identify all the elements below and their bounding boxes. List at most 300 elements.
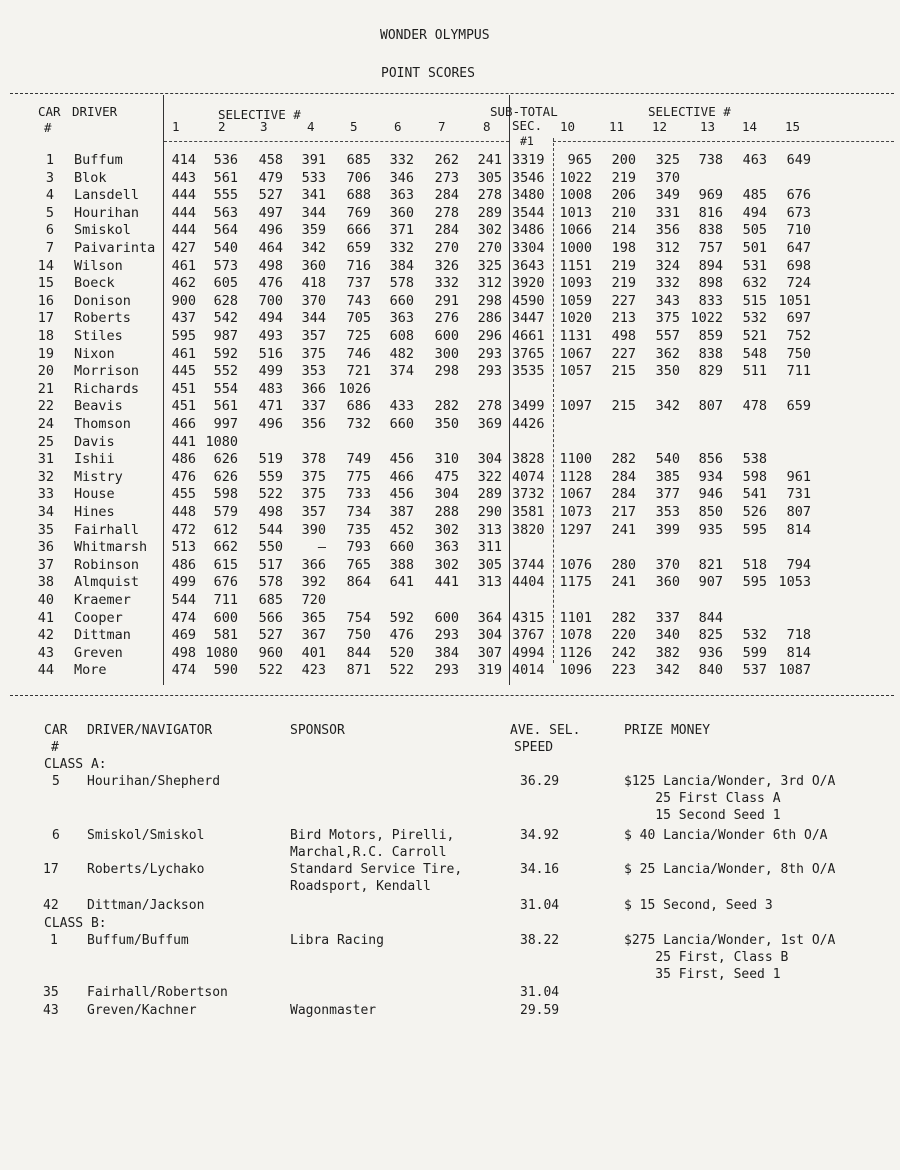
score-cell: 987 xyxy=(213,328,238,344)
score-cell: 357 xyxy=(301,328,326,344)
score-cell: 293 xyxy=(477,363,502,380)
score-cell: 816 xyxy=(698,204,723,221)
score-cell: 660 xyxy=(389,292,414,309)
car-number: 14 xyxy=(37,257,54,274)
score-cell: 969 xyxy=(698,187,723,204)
column-header: 11 xyxy=(609,119,625,134)
score-cell: 456 xyxy=(389,451,414,468)
driver-name: Blok xyxy=(74,169,107,186)
score-cell: 807 xyxy=(786,504,811,520)
score-cell: 302 xyxy=(477,222,502,239)
car-number: 21 xyxy=(37,380,54,397)
score-cell: 324 xyxy=(655,257,680,274)
score-cell: 280 xyxy=(611,556,636,573)
score-cell: 541 xyxy=(742,486,767,503)
score-cell: 353 xyxy=(301,363,326,380)
score-cell: 907 xyxy=(698,574,723,591)
score-cell: 441 xyxy=(171,433,196,450)
driver-name: More xyxy=(74,662,107,679)
driver-name: Richards xyxy=(74,380,140,397)
score-cell: 346 xyxy=(389,169,414,186)
score-cell: 1097 xyxy=(559,398,592,415)
score-cell: 486 xyxy=(171,451,196,468)
subtotal-cell: 4590 xyxy=(512,292,545,309)
column-header: 15 xyxy=(785,119,801,134)
score-cell: 332 xyxy=(655,275,680,292)
car-number: 24 xyxy=(37,416,54,432)
score-cell: 554 xyxy=(213,380,238,397)
subtotal-cell: 3319 xyxy=(512,152,545,168)
score-cell: 537 xyxy=(742,662,767,679)
prize-driver: Buffum/Buffum xyxy=(87,933,189,948)
score-cell: 371 xyxy=(389,222,414,239)
subtotal-cell: 3765 xyxy=(512,345,545,362)
score-cell: 578 xyxy=(389,275,414,292)
prize-car-number: 35 xyxy=(43,985,59,1000)
score-cell: 1080 xyxy=(205,644,238,661)
score-cell: 284 xyxy=(434,222,459,239)
score-cell: 370 xyxy=(655,556,680,573)
score-cell: 517 xyxy=(258,556,283,573)
driver-name: Ishii xyxy=(74,451,115,468)
score-cell: 486 xyxy=(171,556,196,573)
score-cell: 326 xyxy=(434,257,459,274)
score-cell: 382 xyxy=(655,644,680,661)
score-cell: 1080 xyxy=(205,433,238,450)
score-cell: 555 xyxy=(213,187,238,204)
prize-money-line: 35 First, Seed 1 xyxy=(624,967,781,982)
score-cell: 302 xyxy=(434,521,459,538)
score-cell: 332 xyxy=(434,275,459,292)
prize-driver: Dittman/Jackson xyxy=(87,898,205,913)
prize-sponsor: Marchal,R.C. Carroll xyxy=(290,845,447,860)
score-cell: 900 xyxy=(171,292,196,309)
score-cell: 496 xyxy=(258,416,283,432)
score-cell: 385 xyxy=(655,468,680,485)
prize-money-line: $ 40 Lancia/Wonder 6th O/A xyxy=(624,828,828,843)
score-cell: 676 xyxy=(213,574,238,591)
score-cell: 479 xyxy=(258,169,283,186)
driver-header: DRIVER xyxy=(72,104,118,119)
car-number: 15 xyxy=(37,275,54,292)
driver-name: Beavis xyxy=(74,398,123,415)
score-cell: 632 xyxy=(742,275,767,292)
score-cell: 469 xyxy=(171,627,196,644)
score-cell: 1026 xyxy=(338,380,371,397)
score-cell: 312 xyxy=(655,240,680,256)
score-cell: 360 xyxy=(301,257,326,274)
driver-name: Cooper xyxy=(74,609,123,626)
score-cell: 444 xyxy=(171,187,196,204)
score-cell: 936 xyxy=(698,644,723,661)
page-subtitle: POINT SCORES xyxy=(381,66,475,81)
score-cell: 960 xyxy=(258,644,283,661)
prize-driver: Hourihan/Shepherd xyxy=(87,774,221,789)
score-cell: 612 xyxy=(213,521,238,538)
score-cell: 241 xyxy=(611,574,636,591)
score-cell: 600 xyxy=(434,328,459,344)
driver-name: Boeck xyxy=(74,275,115,292)
score-cell: 563 xyxy=(213,204,238,221)
score-cell: 1078 xyxy=(559,627,592,644)
score-cell: 282 xyxy=(434,398,459,415)
car-number: 35 xyxy=(37,521,54,538)
score-cell: 765 xyxy=(346,556,371,573)
subtotal-cell: 4426 xyxy=(512,416,545,432)
score-cell: 532 xyxy=(742,627,767,644)
score-cell: 844 xyxy=(698,609,723,626)
score-cell: 220 xyxy=(611,627,636,644)
driver-name: Morrison xyxy=(74,363,140,380)
score-cell: 387 xyxy=(389,504,414,520)
score-cell: 241 xyxy=(611,521,636,538)
score-cell: 418 xyxy=(301,275,326,292)
score-cell: 749 xyxy=(346,451,371,468)
score-cell: 1096 xyxy=(559,662,592,679)
score-cell: 769 xyxy=(346,204,371,221)
score-cell: 579 xyxy=(213,504,238,520)
score-cell: 304 xyxy=(477,627,502,644)
score-cell: 676 xyxy=(786,187,811,204)
driver-name: Kraemer xyxy=(74,592,131,608)
prize-car-number: 43 xyxy=(43,1003,59,1018)
score-cell: 1067 xyxy=(559,486,592,503)
subtotal-cell: 3544 xyxy=(512,204,545,221)
driver-name: Stiles xyxy=(74,328,123,344)
score-cell: 378 xyxy=(301,451,326,468)
prize-money-line: $275 Lancia/Wonder, 1st O/A xyxy=(624,933,836,948)
prize-speed: 38.22 xyxy=(520,933,560,948)
score-cell: 305 xyxy=(477,169,502,186)
score-cell: 496 xyxy=(258,222,283,239)
score-cell: 1087 xyxy=(778,662,811,679)
score-cell: 527 xyxy=(258,627,283,644)
score-cell: 1022 xyxy=(690,310,723,327)
score-cell: 522 xyxy=(258,662,283,679)
score-cell: 754 xyxy=(346,609,371,626)
subtotal-cell: 4661 xyxy=(512,328,545,344)
score-cell: 1076 xyxy=(559,556,592,573)
score-cell: 278 xyxy=(434,204,459,221)
score-cell: 840 xyxy=(698,662,723,679)
score-cell: 475 xyxy=(434,468,459,485)
score-cell: 750 xyxy=(346,627,371,644)
score-cell: 200 xyxy=(611,152,636,168)
column-header: 1 xyxy=(172,119,180,134)
prize-speed: 34.16 xyxy=(520,862,560,877)
prize-sponsor: Roadsport, Kendall xyxy=(290,879,431,894)
score-cell: 557 xyxy=(655,328,680,344)
score-cell: 564 xyxy=(213,222,238,239)
car-number: 40 xyxy=(37,592,54,608)
score-cell: 443 xyxy=(171,169,196,186)
score-cell: 859 xyxy=(698,328,723,344)
score-cell: 794 xyxy=(786,556,811,573)
prize-driver: Greven/Kachner xyxy=(87,1003,197,1018)
score-cell: 540 xyxy=(213,240,238,256)
score-cell: 444 xyxy=(171,204,196,221)
score-cell: 807 xyxy=(698,398,723,415)
score-cell: 365 xyxy=(301,609,326,626)
score-cell: 284 xyxy=(434,187,459,204)
score-cell: 304 xyxy=(477,451,502,468)
score-cell: 935 xyxy=(698,521,723,538)
car-number: 32 xyxy=(37,468,54,485)
score-cell: 219 xyxy=(611,275,636,292)
score-cell: 686 xyxy=(346,398,371,415)
score-cell: 519 xyxy=(258,451,283,468)
score-cell: 384 xyxy=(389,257,414,274)
car-number: 20 xyxy=(37,363,54,380)
subtotal-sec: SEC. xyxy=(512,118,543,133)
subtotal-cell: 3546 xyxy=(512,169,545,186)
score-cell: 1151 xyxy=(559,257,592,274)
score-cell: 215 xyxy=(611,363,636,380)
score-cell: 445 xyxy=(171,363,196,380)
score-cell: 219 xyxy=(611,169,636,186)
prize-speed-header: AVE. SEL. xyxy=(510,723,581,738)
score-cell: 391 xyxy=(301,152,326,168)
score-cell: 427 xyxy=(171,240,196,256)
score-cell: 706 xyxy=(346,169,371,186)
car-number: 7 xyxy=(45,240,54,256)
subtotal-cell: 3744 xyxy=(512,556,545,573)
score-cell: 673 xyxy=(786,204,811,221)
prize-driver: Roberts/Lychako xyxy=(87,862,205,877)
score-cell: 590 xyxy=(213,662,238,679)
score-cell: 711 xyxy=(786,363,811,380)
score-cell: 821 xyxy=(698,556,723,573)
prize-sponsor: Bird Motors, Pirelli, xyxy=(290,828,455,843)
score-cell: 1101 xyxy=(559,609,592,626)
score-cell: 838 xyxy=(698,345,723,362)
score-cell: 1073 xyxy=(559,504,592,520)
score-cell: 685 xyxy=(258,592,283,608)
score-cell: 498 xyxy=(258,504,283,520)
score-cell: 458 xyxy=(258,152,283,168)
score-cell: 750 xyxy=(786,345,811,362)
score-cell: 366 xyxy=(301,380,326,397)
score-cell: 312 xyxy=(477,275,502,292)
car-number: 43 xyxy=(37,644,54,661)
subtotal-cell: 3480 xyxy=(512,187,545,204)
subtotal-cell: 3828 xyxy=(512,451,545,468)
score-cell: 615 xyxy=(213,556,238,573)
score-cell: 322 xyxy=(477,468,502,485)
score-cell: 752 xyxy=(786,328,811,344)
score-cell: 946 xyxy=(698,486,723,503)
score-cell: 342 xyxy=(301,240,326,256)
page-title: WONDER OLYMPUS xyxy=(380,28,490,43)
score-cell: 206 xyxy=(611,187,636,204)
score-cell: 370 xyxy=(301,292,326,309)
prize-sponsor: Wagonmaster xyxy=(290,1003,377,1018)
score-cell: 302 xyxy=(434,556,459,573)
prize-car-number: 17 xyxy=(43,862,59,877)
score-cell: 718 xyxy=(786,627,811,644)
column-header: 6 xyxy=(394,119,402,134)
score-cell: 363 xyxy=(389,310,414,327)
score-cell: 725 xyxy=(346,328,371,344)
score-cell: 476 xyxy=(171,468,196,485)
car-mark: # xyxy=(44,120,52,135)
score-cell: 738 xyxy=(698,152,723,168)
score-cell: 363 xyxy=(434,539,459,556)
score-cell: 536 xyxy=(213,152,238,168)
score-cell: 538 xyxy=(742,451,767,468)
score-cell: 516 xyxy=(258,345,283,362)
column-header: 4 xyxy=(307,119,315,134)
score-cell: 215 xyxy=(611,398,636,415)
column-header: 8 xyxy=(483,119,491,134)
score-cell: 735 xyxy=(346,521,371,538)
subtotal-cell: 3581 xyxy=(512,504,545,520)
score-cell: 733 xyxy=(346,486,371,503)
subtotal-cell: 3732 xyxy=(512,486,545,503)
driver-name: House xyxy=(74,486,115,503)
subtotal-cell: 4994 xyxy=(512,644,545,661)
score-cell: 660 xyxy=(389,539,414,556)
score-cell: 598 xyxy=(742,468,767,485)
score-cell: 965 xyxy=(567,152,592,168)
column-header: 14 xyxy=(742,119,758,134)
car-number: 17 xyxy=(37,310,54,327)
score-cell: 390 xyxy=(301,521,326,538)
subtotal-cell: 3643 xyxy=(512,257,545,274)
subtotal-cell: 3920 xyxy=(512,275,545,292)
score-cell: 1128 xyxy=(559,468,592,485)
score-cell: 374 xyxy=(389,363,414,380)
score-cell: 293 xyxy=(477,345,502,362)
score-cell: 844 xyxy=(346,644,371,661)
score-cell: 599 xyxy=(742,644,767,661)
score-cell: 300 xyxy=(434,345,459,362)
score-cell: 227 xyxy=(611,292,636,309)
score-cell: 521 xyxy=(742,328,767,344)
score-cell: 223 xyxy=(611,662,636,679)
score-cell: 296 xyxy=(477,328,502,344)
prize-money-line: 25 First, Class B xyxy=(624,950,789,965)
score-cell: 997 xyxy=(213,416,238,432)
score-cell: 573 xyxy=(213,257,238,274)
driver-name: Hourihan xyxy=(74,204,140,221)
column-header: 2 xyxy=(218,119,226,134)
score-cell: 561 xyxy=(213,169,238,186)
car-number: 3 xyxy=(45,169,54,186)
score-cell: 493 xyxy=(258,328,283,344)
subtotal-cell: 3447 xyxy=(512,310,545,327)
score-cell: 284 xyxy=(611,468,636,485)
driver-name: Buffum xyxy=(74,152,123,168)
prize-money-line: 25 First Class A xyxy=(624,791,781,806)
score-cell: 437 xyxy=(171,310,196,327)
score-cell: 518 xyxy=(742,556,767,573)
score-cell: 600 xyxy=(213,609,238,626)
table-top-rule xyxy=(10,93,894,94)
score-cell: 388 xyxy=(389,556,414,573)
score-cell: 217 xyxy=(611,504,636,520)
score-cell: 331 xyxy=(655,204,680,221)
score-cell: 595 xyxy=(742,574,767,591)
car-number: 1 xyxy=(45,152,54,168)
subtotal-cell: 4074 xyxy=(512,468,545,485)
score-cell: 552 xyxy=(213,363,238,380)
score-cell: 360 xyxy=(389,204,414,221)
score-cell: 720 xyxy=(301,592,326,608)
score-cell: 600 xyxy=(434,609,459,626)
prize-sponsor-header: SPONSOR xyxy=(290,723,345,738)
score-cell: 343 xyxy=(655,292,680,309)
prize-money-line: $125 Lancia/Wonder, 3rd O/A xyxy=(624,774,836,789)
car-number: 22 xyxy=(37,398,54,415)
score-cell: 595 xyxy=(171,328,196,344)
score-cell: 474 xyxy=(171,609,196,626)
score-cell: 522 xyxy=(258,486,283,503)
prize-driver-header: DRIVER/NAVIGATOR xyxy=(87,723,213,738)
score-cell: 757 xyxy=(698,240,723,256)
score-cell: — xyxy=(317,539,326,556)
score-cell: 356 xyxy=(301,416,326,432)
subtotal-cell: 3486 xyxy=(512,222,545,239)
score-cell: 423 xyxy=(301,662,326,679)
score-cell: 359 xyxy=(301,222,326,239)
score-cell: 325 xyxy=(477,257,502,274)
score-cell: 219 xyxy=(611,257,636,274)
driver-name: Smiskol xyxy=(74,222,131,239)
score-cell: 825 xyxy=(698,627,723,644)
subtotal-cell: 3767 xyxy=(512,627,545,644)
score-cell: 375 xyxy=(301,345,326,362)
score-cell: 291 xyxy=(434,292,459,309)
score-cell: 471 xyxy=(258,398,283,415)
score-cell: 649 xyxy=(786,152,811,168)
score-cell: 871 xyxy=(346,662,371,679)
subtotal-cell: 4014 xyxy=(512,662,545,679)
score-cell: 451 xyxy=(171,398,196,415)
selective-header-1: SELECTIVE # xyxy=(218,107,301,122)
score-cell: 731 xyxy=(786,486,811,503)
score-cell: 313 xyxy=(477,574,502,591)
score-cell: 711 xyxy=(213,592,238,608)
score-cell: 526 xyxy=(742,504,767,520)
column-header: 13 xyxy=(700,119,716,134)
score-cell: 522 xyxy=(389,662,414,679)
score-cell: 377 xyxy=(655,486,680,503)
score-cell: 1126 xyxy=(559,644,592,661)
score-cell: 474 xyxy=(171,662,196,679)
score-cell: 337 xyxy=(301,398,326,415)
car-number: 38 xyxy=(37,574,54,591)
prize-speed: 31.04 xyxy=(520,898,560,913)
score-cell: 375 xyxy=(301,486,326,503)
score-cell: 337 xyxy=(655,609,680,626)
score-cell: 384 xyxy=(434,644,459,661)
score-cell: 716 xyxy=(346,257,371,274)
score-cell: 540 xyxy=(655,451,680,468)
car-number: 5 xyxy=(45,204,54,221)
score-cell: 307 xyxy=(477,644,502,661)
score-cell: 1297 xyxy=(559,521,592,538)
score-cell: 214 xyxy=(611,222,636,239)
score-cell: 313 xyxy=(477,521,502,538)
score-cell: 595 xyxy=(742,521,767,538)
score-cell: 282 xyxy=(611,451,636,468)
car-number: 18 xyxy=(37,328,54,344)
car-number: 36 xyxy=(37,539,54,556)
score-cell: 290 xyxy=(477,504,502,520)
car-number: 19 xyxy=(37,345,54,362)
score-cell: 710 xyxy=(786,222,811,239)
